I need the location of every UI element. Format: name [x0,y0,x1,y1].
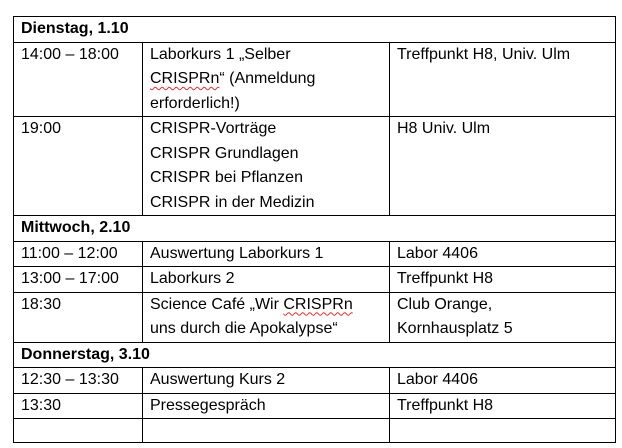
empty-cell [143,419,390,443]
event-line [150,267,383,292]
time-cell: 11:00 – 12:00 [14,241,143,267]
place-line: Club Orange, [397,295,493,313]
day-header-row [14,216,616,242]
time-cell: 12:30 – 13:30 [14,368,143,394]
place-line: Treffpunkt H8 [397,270,494,287]
spellcheck-word: CRISPRn [150,70,220,87]
empty-cell [14,419,143,443]
event-line [150,293,383,318]
schedule-row [14,267,616,293]
event-cell [143,241,390,267]
time-cell: 13:30 [14,393,143,419]
event-line [150,92,383,117]
schedule-row [14,393,616,419]
place-cell [390,292,616,342]
time-cell: 19:00 [14,117,143,216]
event-cell [143,393,390,419]
place-cell [390,42,616,117]
event-line [150,117,383,142]
place-line: Treffpunkt H8 [397,396,494,414]
event-line [150,191,383,216]
event-text: uns durch die Apokalypse“ [150,320,338,337]
place-line: Labor 4406 [397,244,478,262]
place-line: Labor 4406 [397,371,478,388]
place-cell [390,368,616,394]
place-line: H8 Univ. Ulm [397,120,491,137]
day-header-row [14,342,616,368]
schedule-body [14,17,616,443]
place-cell [390,393,616,419]
day-heading: Dienstag, 1.10 [14,17,616,43]
event-text: CRISPR in der Medizin [150,193,315,211]
empty-cell [390,419,616,443]
event-line [150,368,383,393]
event-line [150,242,383,267]
place-cell [390,241,616,267]
event-line [150,43,383,68]
event-text: Laborkurs 2 [150,270,235,287]
place-line: Treffpunkt H8, Univ. Ulm [397,45,571,63]
place-cell [390,267,616,293]
schedule-row [14,368,616,394]
event-text: “ (Anmeldung [219,70,316,87]
event-text: erforderlich!) [150,94,240,112]
place-cell [390,117,616,216]
schedule-row [14,42,616,117]
event-text: Auswertung Kurs 2 [150,371,286,388]
event-line [150,394,383,419]
event-line [150,142,383,167]
event-text: Science Café „Wir [150,295,284,313]
event-cell [143,292,390,342]
event-cell [143,117,390,216]
day-heading: Donnerstag, 3.10 [14,342,616,368]
event-cell [143,42,390,117]
event-line [150,166,383,191]
event-line [150,317,383,342]
schedule-row [14,241,616,267]
time-cell: 13:00 – 17:00 [14,267,143,293]
schedule-row [14,117,616,216]
event-line [150,67,383,92]
event-text: CRISPR bei Pflanzen [150,169,303,186]
place-line: Kornhausplatz 5 [397,320,513,337]
day-heading: Mittwoch, 2.10 [14,216,616,242]
event-text: CRISPR Grundlagen [150,144,299,162]
event-text: CRISPR-Vorträge [150,120,277,137]
time-cell: 14:00 – 18:00 [14,42,143,117]
event-text: Pressegespräch [150,396,266,414]
spellcheck-word: CRISPRn [283,295,353,313]
event-cell [143,267,390,293]
event-cell [143,368,390,394]
schedule-row [14,292,616,342]
day-header-row [14,17,616,43]
event-text: Laborkurs 1 „Selber [150,45,291,63]
time-cell: 18:30 [14,292,143,342]
event-text: Auswertung Laborkurs 1 [150,244,324,262]
empty-row [14,419,616,443]
schedule-table [13,16,616,443]
